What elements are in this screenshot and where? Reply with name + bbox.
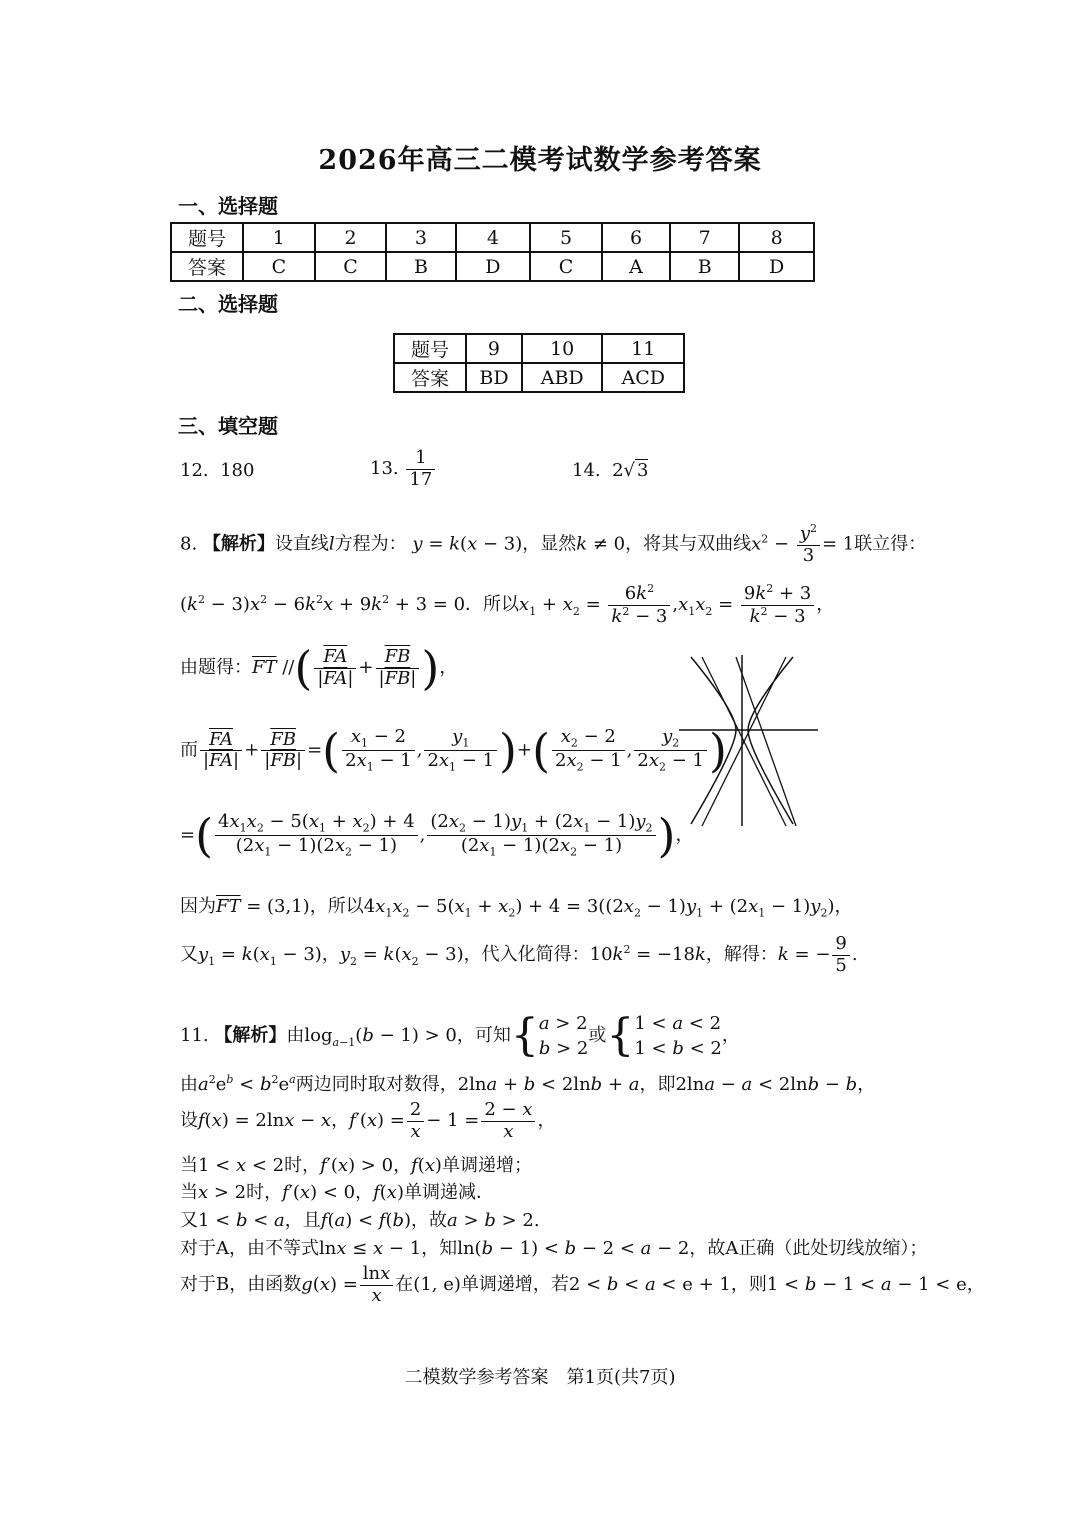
q12 (180, 460, 254, 481)
text: 对于A，由不等式 (180, 1238, 319, 1259)
table-cell: 1 (243, 223, 315, 252)
table-cell: 题号 (394, 334, 466, 363)
text: ，知 (421, 1238, 458, 1259)
text: ，则 (730, 1274, 767, 1296)
q12-label: 12. (180, 460, 209, 481)
text: ，显然 (522, 533, 577, 555)
sol8-line3: 由题得：$\overline{FT}$ //( $\frac{\overline{FA}}{|\overline{FA}|}$ + $\frac{\overline{FB}}{|\overline{FB}|}$ )， (180, 641, 458, 695)
text: 设 (180, 1110, 198, 1132)
sol8-line1: 8. 【解析】设直线l方程为： y = k(x − 3)，显然k ≠ 0，将其与双曲线$x^2$ − $\frac{y^2}{3}$ = 1联立得： (180, 522, 927, 566)
answer-table-1 (170, 222, 815, 282)
sol8-line2: $(k^2 - 3)x^2 - 6k^2x + 9k^2 + 3 = 0$．所以$x_1 + x_2$ = $\frac{6k^2}{k^2 - 3}$ $,x_1x_2$ = $\frac{9k^2 + 3}{k^2 - 3}$ ， (180, 582, 835, 627)
table-cell: C (530, 252, 602, 281)
table-cell: 5 (530, 223, 602, 252)
sol11-line4: 当1 < x < 2时，f′(x) > 0，f(x)单调递增； (180, 1155, 532, 1176)
text: ，解得： (705, 944, 778, 966)
table-cell: 答案 (171, 252, 243, 281)
text: 在 (395, 1274, 414, 1296)
sol11-line8: 对于B，由函数g(x) = $\frac{\ln x}{x}$ 在(1, e)单调递增，若2 < b < a < e + 1，则1 < b − 1 < a − 1 < e， (180, 1263, 985, 1306)
table-cell: 10 (522, 334, 603, 363)
table-cell: B (386, 252, 455, 281)
sol8-line5: =( $\frac{4x_1x_2 - 5(x_1 + x_2) + 4}{(2x_1 - 1)(2x_2 - 1)}$ , $\frac{(2x_2 - 1)y_1 + (2x_1 - 1)y_2}{(2x_1 - 1)(2x_2 - 1)}$ )， (180, 808, 694, 863)
table-cell: A (602, 252, 670, 281)
table-cell: 3 (386, 223, 455, 252)
text: ，且 (284, 1210, 321, 1231)
table-row (394, 363, 684, 392)
q13-numerator: 1 (406, 448, 435, 470)
table-row (394, 334, 684, 363)
text: 时， (284, 1155, 321, 1176)
q13-label: 13. (370, 458, 399, 480)
page-title: 2026年高三二模考试数学参考答案 (318, 145, 762, 176)
sol11-tag: 【解析】 (214, 1025, 287, 1047)
q14: 14. 2√ 3 (572, 460, 649, 481)
text: 单调递增； (441, 1155, 532, 1176)
q13 (370, 448, 437, 490)
text: 又 (180, 944, 198, 966)
text: 或 (588, 1025, 607, 1047)
text: 当 (180, 1182, 198, 1203)
text: 两边同时取对数得， (295, 1074, 458, 1095)
text: 由 (286, 1025, 305, 1047)
section-heading-fill: 三、填空题 (178, 414, 278, 438)
sol11-label: 11. (180, 1025, 209, 1047)
text: ，所以 (309, 896, 364, 917)
table-cell: 7 (670, 223, 739, 252)
q13-denominator: 17 (409, 468, 433, 490)
text: 又 (180, 1210, 198, 1231)
table-row (171, 252, 814, 281)
table-cell: ACD (602, 363, 684, 392)
table-cell: C (315, 252, 387, 281)
text: ，可知 (456, 1025, 511, 1047)
text: 而 (180, 739, 198, 761)
section-heading-multi: 二、选择题 (178, 292, 278, 316)
table-cell: 11 (602, 334, 684, 363)
text: 单调递减． (403, 1182, 494, 1203)
answer-table-2 (393, 333, 685, 393)
text: 方程为： (334, 533, 407, 555)
hyperbola-left-branch (691, 657, 736, 824)
sol11-line5: 当x > 2时，f′(x) < 0，f(x)单调递减． (180, 1182, 494, 1203)
sol8-tag: 【解析】 (202, 533, 275, 555)
sol11-line6: 又1 < b < a，且f(a) < f(b)，故a > b > 2. (180, 1210, 540, 1231)
sol11-line1: 11. 【解析】由$\log_{a-1}(b - 1) > 0$，可知{a > 2 b > 2或{1 < a < 2 1 < b < 2， (180, 1010, 740, 1062)
table-cell: 2 (315, 223, 387, 252)
text: 设直线 (274, 533, 329, 555)
line-l (736, 657, 796, 826)
page-footer: 二模数学参考答案 第1页(共7页) (404, 1367, 676, 1388)
sol8-line6: 因为$\overline{FT} = (3,1)$，所以$4x_1x_2 - 5(x_1 + x_2) + 4 = 3((2x_2 - 1)y_1 + (2x_1 - 1)y_2)$， (180, 896, 853, 920)
text: ，代入化简得： (463, 944, 590, 966)
table-cell: D (456, 252, 531, 281)
q14-radicand: 3 (637, 460, 649, 481)
sol8-line4: 而 $\frac{\overline{FA}}{|\overline{FA}|}$ + $\frac{\overline{FB}}{|\overline{FB}|}$ =( $\frac{x_1 - 2}{2x_1 - 1}$ , $\frac{y_1}{2x_1 - 1}$ )+( $\frac{x_2 - 2}{2x_2 - 1}$ , $\frac{y_2}{2x_2 - 1}$ ) (180, 723, 727, 778)
sol8-label: 8. (180, 533, 198, 555)
text: 由 (180, 1074, 198, 1095)
table-cell: B (670, 252, 739, 281)
section-heading-choice: 一、选择题 (178, 194, 278, 218)
text: 联立得： (854, 533, 927, 555)
text: 单调递增，若 (460, 1274, 569, 1296)
text: ，将其与双曲线 (625, 533, 752, 555)
q12-answer: 180 (220, 460, 255, 481)
text: ．所以 (465, 594, 520, 616)
sol11-line3: 设f(x) = 2lnx − x，f′(x) = $\frac{2}{x}$ − 1 = $\frac{2 - x}{x}$ ， (180, 1099, 556, 1142)
table-cell: 8 (739, 223, 814, 252)
q14-coef: 2 (612, 460, 624, 481)
text: 对于B，由函数 (180, 1274, 302, 1296)
sol11-line7: 对于A，由不等式lnx ≤ x − 1，知ln(b − 1) < b − 2 < a − 2，故A正确（此处切线放缩）； (180, 1238, 928, 1259)
text: 时， (246, 1182, 283, 1203)
text: 因为 (180, 896, 216, 917)
table-cell: D (739, 252, 814, 281)
text: 由题得： (180, 657, 252, 678)
table-cell: 6 (602, 223, 670, 252)
table-cell: C (243, 252, 315, 281)
text: ，即 (639, 1074, 676, 1095)
text: ，故A正确（此处切线放缩）； (689, 1238, 928, 1259)
q14-label: 14. (572, 460, 601, 481)
text: ，故 (411, 1210, 448, 1231)
text: 当 (180, 1155, 198, 1176)
table-cell: 9 (466, 334, 522, 363)
hyperbola-figure (676, 652, 821, 830)
sol11-line2: 由$a^2e^b < b^2e^a$两边同时取对数得，2lna + b < 2lnb + a，即2lna − a < 2lnb − b， (180, 1073, 876, 1095)
table-cell: 4 (456, 223, 531, 252)
table-cell: 题号 (171, 223, 243, 252)
table-row (171, 223, 814, 252)
table-cell: 答案 (394, 363, 466, 392)
sol8-line7: 又$y_1 = k(x_1 - 3)$，$y_2 = k(x_2 - 3)$，代入化简得：$10k^2 = -18k$，解得：k = − $\frac{9}{5}$ . (180, 933, 858, 976)
table-cell: BD (466, 363, 522, 392)
table-cell: ABD (522, 363, 603, 392)
